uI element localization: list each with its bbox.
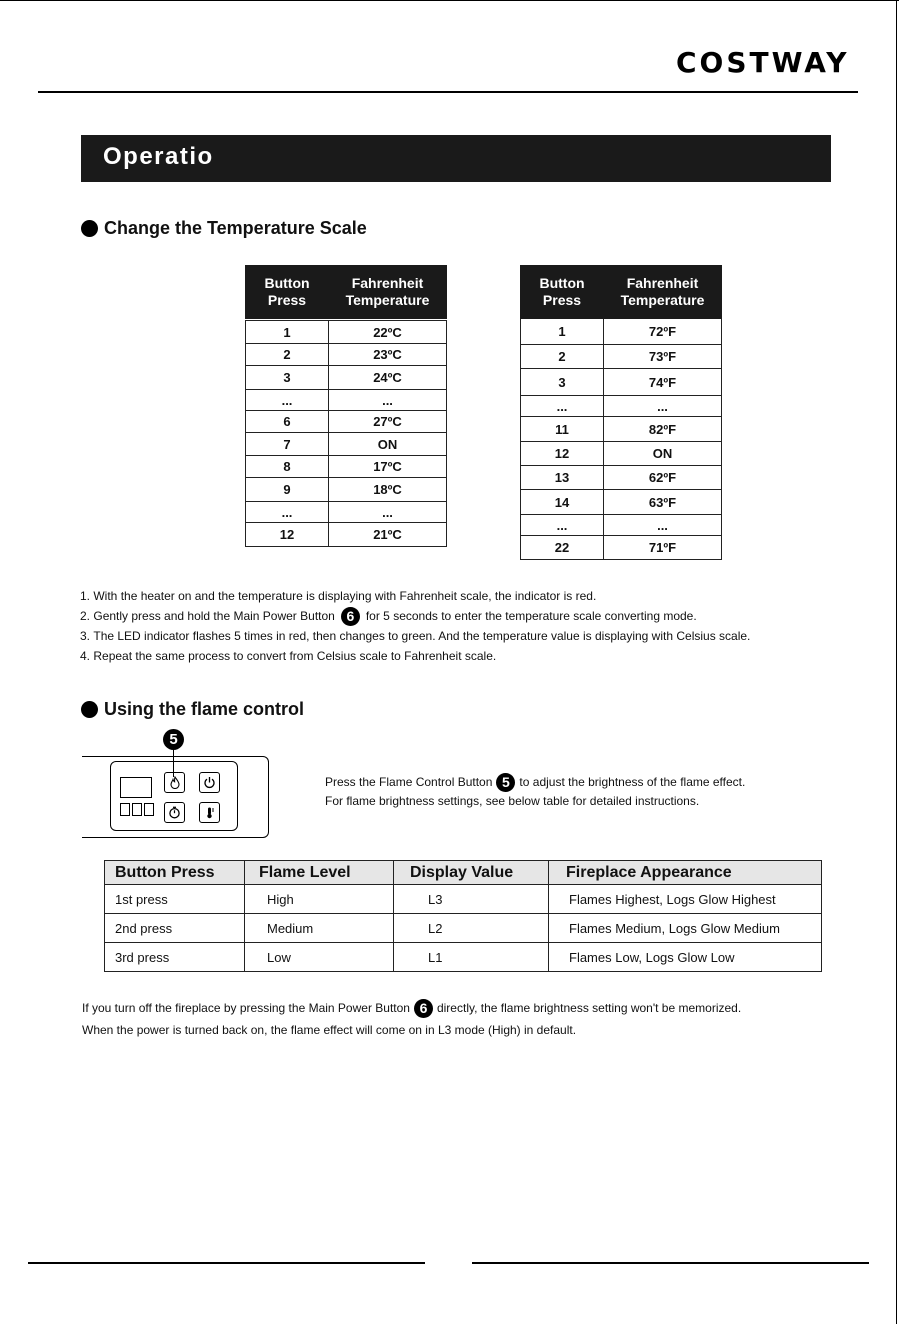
step-text: With the heater on and the temperature is displaying with Fahrenheit scale, the indicator is red. [93,589,597,603]
step-text: The LED indicator flashes 5 times in red, then changes to green. And the temperature value is displaying with Celsius scale. [93,629,751,643]
table-row [521,490,722,515]
temp-scale-heading-text: Change the Temperature Scale [104,218,367,238]
cell: 8 [246,456,329,478]
cell: ON [329,433,447,456]
table-row [521,466,722,490]
description-text: to adjust the brightness of the flame effect. [519,775,746,789]
step-number: 3. [80,629,91,643]
cell: 3 [246,366,329,390]
timer-icon [168,806,181,819]
table-header: Button Press [105,861,245,885]
cell: ... [604,396,722,417]
bullet-icon [81,701,98,718]
table-row [521,345,722,369]
cell: 72ºF [604,319,722,345]
timer-button[interactable] [164,802,185,823]
memory-note [82,997,741,1041]
cell: ... [246,390,329,411]
cell: L1 [394,943,549,972]
table-row [105,943,822,972]
table-row [246,390,447,411]
cell: 7 [246,433,329,456]
step-number: 1. [80,589,91,603]
cell: 73ºF [604,345,722,369]
cell: 1 [246,321,329,344]
step-number: 2. [80,609,91,623]
flame-description-line [325,773,745,792]
flame-control-heading [81,699,304,720]
cell: 2 [521,345,604,369]
brand-logo: COSTWAY [676,46,850,79]
table-row [521,536,722,560]
cell: 71ºF [604,536,722,560]
table-header-temperature [604,266,722,319]
cell: ON [604,442,722,466]
cell: 17ºC [329,456,447,478]
table-header: Flame Level [245,861,394,885]
led-digit [132,803,142,816]
table-row [521,369,722,396]
cell: 2nd press [105,914,245,943]
thermometer-icon [203,806,216,819]
footer-rule-right [472,1262,869,1264]
note-line [82,1019,741,1041]
cell: L3 [394,885,549,914]
table-row [105,885,822,914]
cell: 27ºC [329,411,447,433]
step-number: 4. [80,649,91,663]
page-border-right [896,0,897,1324]
led-display [120,777,152,798]
header-text: Fahrenheit Temperature [345,275,430,308]
section-title: Operatio [103,143,214,170]
fahrenheit-conversion-table [520,265,722,560]
cell: 3rd press [105,943,245,972]
cell: 23ºC [329,344,447,366]
cell: Flames Highest, Logs Glow Highest [549,885,822,914]
table-header: Fireplace Appearance [549,861,822,885]
main-power-button[interactable] [199,772,220,793]
table-row [521,319,722,345]
list-item [80,586,750,606]
power-icon [203,776,216,789]
led-digit [144,803,154,816]
description-text: For flame brightness settings, see below table for detailed instructions. [325,794,700,808]
celsius-conversion-table [245,265,447,547]
flame-button-badge: 5 [496,773,515,792]
cell: 13 [521,466,604,490]
cell: 21ºC [329,523,447,547]
note-text: directly, the flame brightness setting won't be memorized. [436,1001,742,1015]
table-row [246,478,447,502]
cell: 63ºF [604,490,722,515]
table-row [246,433,447,456]
flame-description-line [325,792,745,811]
cell: 1st press [105,885,245,914]
cell: ... [329,390,447,411]
table-row [246,456,447,478]
table-row [521,417,722,442]
note-text: If you turn off the fireplace by pressing the Main Power Button [82,1001,410,1015]
flame-control-button[interactable] [164,772,185,793]
main-power-button-badge: 6 [341,607,360,626]
main-power-button-badge: 6 [414,999,433,1018]
note-text: When the power is turned back on, the flame effect will come on in L3 mode (High) in default. [82,1023,577,1037]
section-title-bar [81,135,831,182]
cell: L2 [394,914,549,943]
cell: 11 [521,417,604,442]
cell: 1 [521,319,604,345]
cell: ... [246,502,329,523]
cell: 6 [246,411,329,433]
cell: ... [521,396,604,417]
bullet-icon [81,220,98,237]
table-row [246,344,447,366]
header-rule [38,91,858,93]
table-row [521,442,722,466]
instruction-steps [80,586,750,666]
cell: 74ºF [604,369,722,396]
table-row [246,366,447,390]
flame-control-heading-text: Using the flame control [104,699,305,719]
flame-description [325,773,745,811]
cell: ... [329,502,447,523]
temp-scale-heading [81,218,367,239]
flame-icon [169,776,181,789]
table-header-temperature [329,266,447,319]
table-row [246,411,447,433]
cell: Low [245,943,394,972]
cell: 2 [246,344,329,366]
flame-button-callout: 5 [163,729,184,750]
footer-rule-left [28,1262,425,1264]
cell: 9 [246,478,329,502]
cell: 82ºF [604,417,722,442]
step-text: Repeat the same process to convert from Celsius scale to Fahrenheit scale. [93,649,497,663]
cell: 14 [521,490,604,515]
table-row [246,502,447,523]
table-header-button-press [521,266,604,319]
table-row [521,515,722,536]
header-text: Fahrenheit Temperature [620,275,705,308]
cell: 22ºC [329,321,447,344]
step-text: Gently press and hold the Main Power Button [93,609,335,623]
cell: 3 [521,369,604,396]
cell: 22 [521,536,604,560]
page-border-top [0,0,899,1]
step-text: for 5 seconds to enter the temperature scale converting mode. [365,609,697,623]
table-row [521,396,722,417]
cell: 62ºF [604,466,722,490]
table-row [246,523,447,547]
header-text: Button Press [539,275,585,308]
list-item [80,646,750,666]
description-text: Press the Flame Control Button [325,775,493,789]
heater-button[interactable] [199,802,220,823]
table-row [246,321,447,344]
list-item [80,606,750,626]
note-line [82,997,741,1019]
table-header-button-press [246,266,329,319]
cell: ... [604,515,722,536]
header-text: Button Press [264,275,310,308]
cell: Flames Medium, Logs Glow Medium [549,914,822,943]
table-header: Display Value [394,861,549,885]
cell: High [245,885,394,914]
list-item [80,626,750,646]
cell: Flames Low, Logs Glow Low [549,943,822,972]
led-digit [120,803,130,816]
cell: 18ºC [329,478,447,502]
cell: Medium [245,914,394,943]
cell: 12 [521,442,604,466]
flame-level-table [104,860,822,972]
cell: 12 [246,523,329,547]
table-row [105,914,822,943]
cell: 24ºC [329,366,447,390]
cell: ... [521,515,604,536]
